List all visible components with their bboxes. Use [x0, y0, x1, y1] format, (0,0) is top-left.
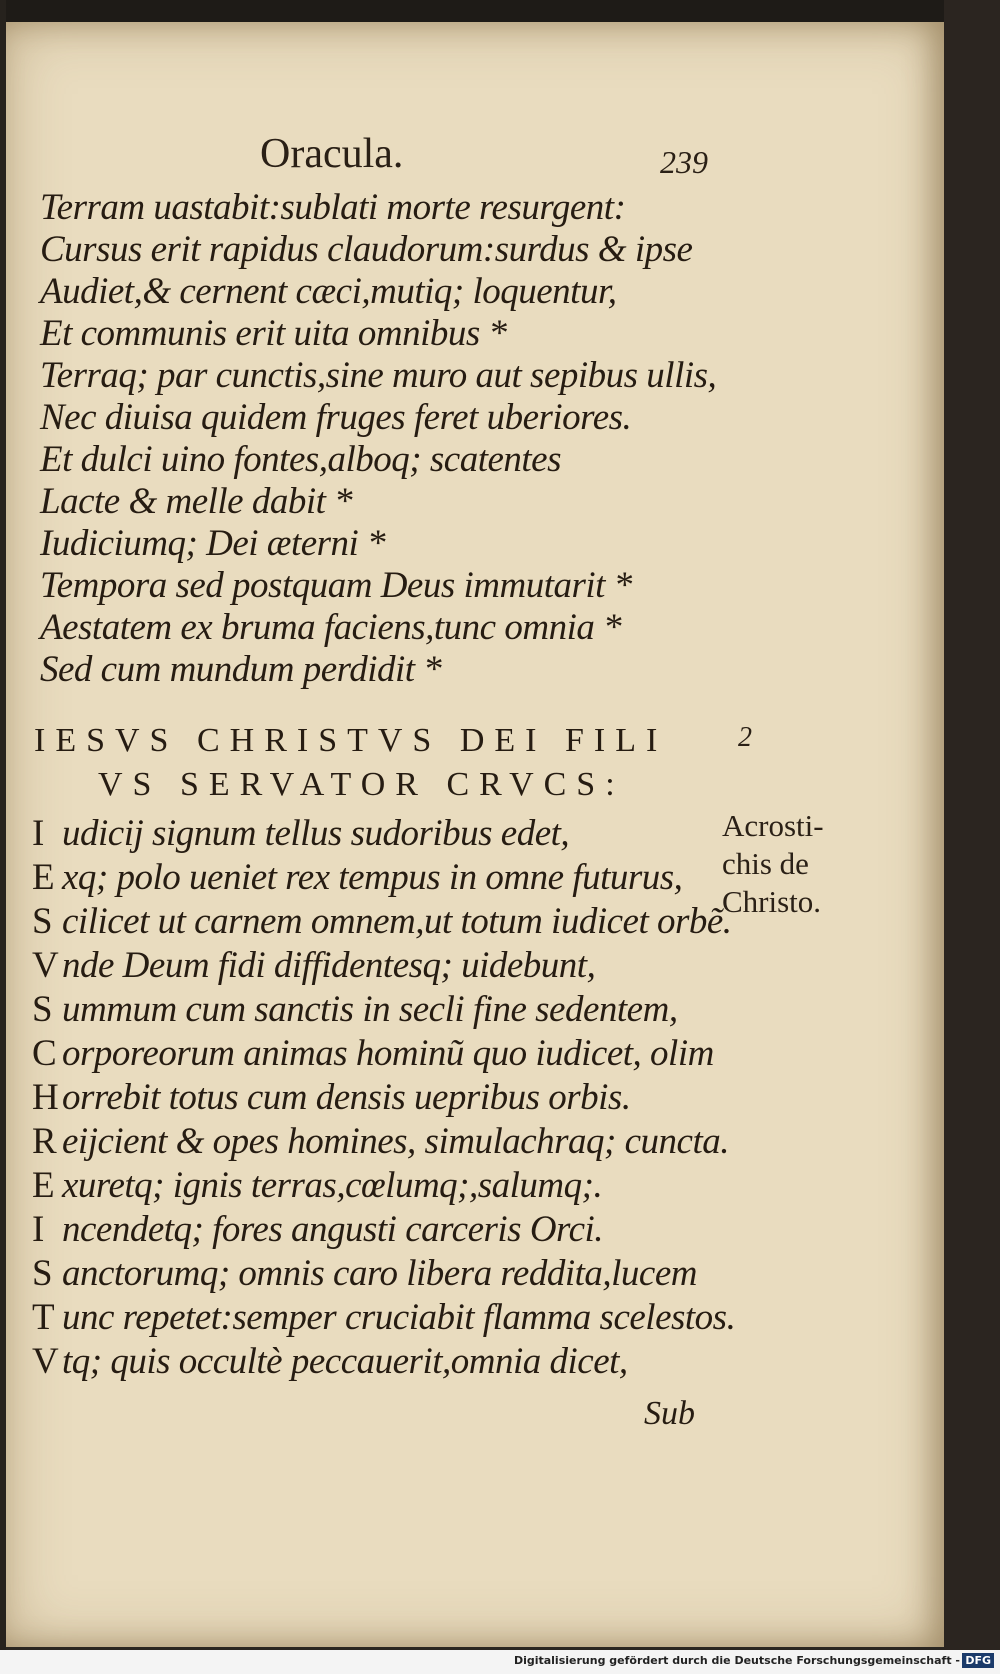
acrostic-line: [32, 812, 569, 855]
acrostic-text: xuretq; ignis terras,cœlumq;,salumq;.: [62, 1165, 603, 1206]
acrostic-text: ncendetq; fores angusti carceris Orci.: [62, 1209, 604, 1250]
verse-line: Terraq; par cunctis,sine muro aut sepibus ullis,: [40, 355, 717, 396]
acrostic-text: orrebit totus cum densis uepribus orbis.: [62, 1077, 631, 1118]
verse-line: Audiet,& cernent cæci,mutiq; loquentur,: [40, 271, 617, 312]
scan-top-edge: [0, 0, 1000, 22]
verse-line: Tempora sed postquam Deus immutarit *: [40, 565, 632, 606]
verse-line: Cursus erit rapidus claudorum:surdus & ipse: [40, 229, 693, 270]
verse-line: Terram uastabit:sublati morte resurgent:: [40, 187, 626, 228]
acrostic-initial: V: [32, 1341, 59, 1382]
acrostic-initial: S: [32, 1253, 53, 1294]
verse-line: Lacte & melle dabit *: [40, 481, 353, 522]
acrostic-initial: E: [32, 857, 55, 898]
acrostic-text: tq; quis occultè peccauerit,omnia dicet,: [62, 1341, 628, 1382]
acrostic-initial: R: [32, 1121, 57, 1162]
catchword: Sub: [644, 1395, 695, 1432]
acrostic-line: [32, 988, 678, 1031]
acrostic-initial: I: [32, 1209, 44, 1250]
acrostic-initial: T: [32, 1297, 55, 1338]
acrostic-line: [32, 1252, 697, 1295]
acrostic-line: [32, 1120, 729, 1163]
acrostic-text: unc repetet:semper cruciabit flamma scelestos.: [62, 1297, 736, 1338]
side-note-line: Christo.: [722, 884, 822, 919]
acrostic-line: [32, 900, 732, 943]
acrostic-line: [32, 1340, 628, 1383]
acrostic-text: nde Deum fidi diffidentesq; uidebunt,: [62, 945, 596, 986]
acrostic-text: ummum cum sanctis in secli fine sedentem,: [62, 989, 678, 1030]
verse-line: Sed cum mundum perdidit *: [40, 649, 442, 690]
acrostic-line: [32, 856, 682, 899]
page-number: 239: [660, 144, 708, 180]
acrostic-text: anctorumq; omnis caro libera reddita,lucem: [62, 1253, 697, 1294]
side-note-line: Acrosti-: [722, 808, 824, 843]
acrostic-heading-line-1: IESVS CHRISTVS DEI FILI: [34, 722, 668, 759]
running-head: Oracula.: [260, 131, 404, 177]
acrostic-initial: S: [32, 901, 53, 942]
acrostic-initial: I: [32, 813, 44, 854]
acrostic-text: udicij signum tellus sudoribus edet,: [62, 813, 570, 854]
acrostic-text: cilicet ut carnem omnem,ut totum iudicet orbẽ.: [62, 901, 732, 942]
acrostic-initial: V: [32, 945, 59, 986]
acrostic-line: [32, 1208, 603, 1251]
acrostic-line: [32, 1164, 602, 1207]
acrostic-initial: H: [32, 1077, 59, 1118]
footer-credit: Digitalisierung gefördert durch die Deutsche Forschungsgemeinschaft -: [513, 1654, 960, 1667]
acrostic-text: orporeorum animas hominũ quo iudicet, olim: [62, 1033, 714, 1074]
dfg-logo: DFG: [962, 1653, 994, 1668]
verse-line: Et dulci uino fontes,alboq; scatentes: [40, 439, 561, 480]
acrostic-line: [32, 1296, 735, 1339]
scan-right-edge: [944, 0, 1000, 1654]
side-marker: 2: [738, 722, 752, 753]
acrostic-heading-line-2: VS SERVATOR CRVCS:: [98, 766, 625, 803]
acrostic-line: [32, 944, 595, 987]
acrostic-text: eijcient & opes homines, simulachraq; cuncta.: [62, 1121, 730, 1162]
acrostic-initial: S: [32, 989, 53, 1030]
verse-line: Aestatem ex bruma faciens,tunc omnia *: [40, 607, 622, 648]
acrostic-line: [32, 1076, 631, 1119]
side-note-line: chis de: [722, 846, 809, 881]
verse-line: Et communis erit uita omnibus *: [40, 313, 507, 354]
acrostic-initial: E: [32, 1165, 55, 1206]
acrostic-initial: C: [32, 1033, 57, 1074]
acrostic-line: [32, 1032, 714, 1075]
verse-line: Nec diuisa quidem fruges feret uberiores.: [40, 397, 632, 438]
verse-line: Iudiciumq; Dei æterni *: [40, 523, 386, 564]
acrostic-text: xq; polo ueniet rex tempus in omne futurus,: [62, 857, 683, 898]
